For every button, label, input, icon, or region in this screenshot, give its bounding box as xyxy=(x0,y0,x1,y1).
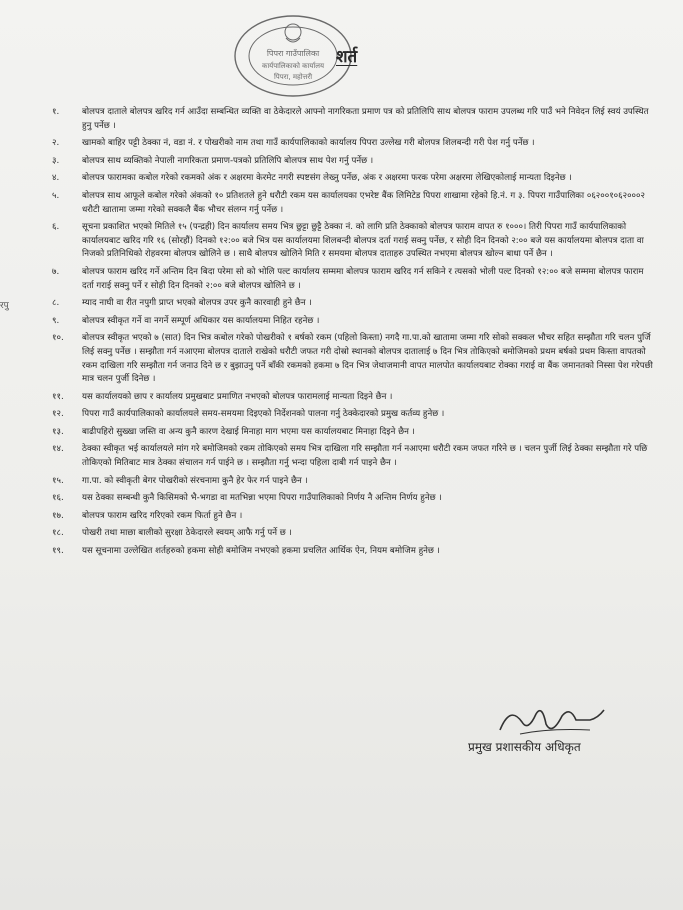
condition-text: बाढीपहिरो सुख्खा जस्ति वा अन्य कुनै कारण देखाई मिनाहा माग भएमा यस कार्यालयबाट मिनाहा दिइने छैन । xyxy=(82,426,415,437)
condition-text: म्याद नाघी वा रीत नपुगी प्राप्त भएको बोलपत्र उपर कुनै कारवाही हुने छैन । xyxy=(82,298,312,309)
condition-number: १५. xyxy=(52,475,64,486)
condition-number: ५. xyxy=(52,190,60,201)
condition-number: १७. xyxy=(52,510,64,521)
condition-text: यस ठेक्का सम्बन्धी कुनै किसिमको भै-भगडा वा मतभिन्ना भएमा पिपरा गाउँपालिकाको निर्णय नै अन्तिम निर्णय हुनेछ । xyxy=(82,493,442,504)
condition-item xyxy=(52,527,654,541)
condition-number: १९. xyxy=(52,546,64,557)
condition-text: यस सूचनामा उल्लेखित शर्तहरुको हकमा सोही बमोजिम नभएको हकमा प्रचलित आर्थिक ऐन, नियम बमोजिम हुनेछ । xyxy=(82,546,440,557)
condition-item xyxy=(52,155,654,169)
condition-item xyxy=(52,172,654,186)
condition-text: यस कार्यालयको छाप र कार्यालय प्रमुखबाट प्रमाणित नभएको बोलपत्र फारामलाई मान्यता दिइने छैन । xyxy=(82,391,393,402)
condition-text: पोखरी तथा माछा बालीको सुरक्षा ठेकेदारले स्वयम् आफै गर्नु पर्ने छ । xyxy=(82,528,292,539)
condition-number: ७. xyxy=(52,266,60,277)
condition-number: १. xyxy=(52,107,60,117)
condition-text: बोलपत्र स्वीकृत गर्ने वा नगर्ने सम्पूर्ण अधिकार यस कार्यालयमा निहित रहनेछ । xyxy=(82,315,320,326)
condition-text: गा.पा. को स्वीकृती बेगर पोखरीको संरचनामा कुनै हेर फेर गर्न पाइने छैन । xyxy=(82,475,308,486)
condition-text: पिपरा गाउँ कार्यपालिकाको कार्यालयले समय-समयमा दिइएको निर्देशनको पालना गर्नु ठेक्केदारको प्रमुख कर्तव्य हुनेछ । xyxy=(82,409,445,420)
condition-text: ठेक्का स्वीकृत भई कार्यालयले मांग गरे बमोजिमको रकम तोकिएको समय भित्र दाखिला गरि सम्झौता गर्न नआएमा धरौटी रकम जफत गरिने छ । चलन पुर्जी लिई ठेक्का सम्झौता गरे पछि तोकिएको मितिबाट मात्र ठेक्का संचालन गर्न पाईने छ । सम्झौता गर्नु भन्दा पहिला दाबी गर्न पाइने छैन । xyxy=(82,444,648,469)
condition-number: २. xyxy=(52,138,60,149)
condition-item xyxy=(52,315,654,329)
condition-number: १०. xyxy=(52,333,64,344)
condition-number: १६. xyxy=(52,493,64,504)
svg-text:कार्यपालिकाको कार्यालय: कार्यपालिकाको कार्यालय xyxy=(261,62,325,70)
condition-text: बोलपत्र दाताले बोलपत्र खरिद गर्न आउँदा सम्बन्धित व्यक्ति वा ठेकेदारले आफ्नो नागरिकता प्रमाण पत्र को प्रतिलिपि साथ बोलपत्र फाराम उपलब्ध गरि पाउँ भने निवेदन लिई स्वयं उपस्थित हुनु पर्नेछ । xyxy=(82,107,649,131)
signature-image xyxy=(480,700,630,740)
condition-number: ३. xyxy=(52,155,60,166)
condition-text: सूचना प्रकाशित भएको मितिले १५ (पन्द्रही) दिन कार्यालय समय भित्र छुट्टा छुट्टै ठेक्का नं. को लागि प्रति ठेक्काको बोलपत्र फाराम वापत रु १०००। तिरी पिपरा गाउँ कार्यपालिकाको कार्यालयबाट खरिद गरि १६ (सोरहौं) दिनको १२:०० बजे भित्र यस कार्यालयमा शिलबन्दी बोलपत्र दर्ता गराई सक्नु पर्नेछ, र सोही दिन दिनको २:०० बजे यस कार्यालयमा बोलपत्र दाता वा निजको प्रतिनिधिको रोहवरमा बोलपत्र खोलिने छ । साथै बोलपत्र खोलिने मिति र समयमा बोलपत्र दाताहरु उपस्थित नभएमा बोलपत्र खोल्न बाधा पर्ने छैन । xyxy=(82,222,644,260)
condition-item xyxy=(52,266,654,293)
condition-number: ४. xyxy=(52,173,60,184)
document-title: शर्त xyxy=(336,47,358,67)
condition-item xyxy=(52,408,654,422)
condition-text: बोलपत्र साथ आफूले कबोल गरेको अंकको १० प्रतिशतले हुने धरौटी रकम यस कार्यालयका एभरेष्ट बैंक लिमिटेड पिपरा शाखामा रहेको हि.नं. ग ३. पिपरा गाउँपालिका ०६२००१०६२०००२ धरौटी खातामा जम्मा गरेको सक्कलै बैंक भौचर संलग्न गर्नु पर्नेछ । xyxy=(82,190,645,215)
condition-item xyxy=(52,510,654,524)
condition-text: बोलपत्र फाराम खरिद गरिएको रकम फिर्ता हुने छैन । xyxy=(82,510,243,521)
condition-item xyxy=(52,426,654,440)
condition-item xyxy=(52,190,654,217)
condition-item xyxy=(52,297,654,311)
condition-number: ९. xyxy=(52,315,60,326)
conditions-list xyxy=(52,106,654,563)
condition-text: खामको बाहिर पट्टी ठेक्का नं, वडा नं. र पोखरीको नाम तथा गाउँ कार्यपालिकाको कार्यालय पिपरा उल्लेख गरी बोलपत्र शिलबन्दी गरी पेश गर्नु पर्नेछ । xyxy=(82,138,535,149)
svg-text:पिपरा गाउँपालिका: पिपरा गाउँपालिका xyxy=(266,49,320,58)
condition-number: ६. xyxy=(52,222,60,233)
condition-number: ८. xyxy=(52,298,60,309)
condition-text: बोलपत्र फाराम खरिद गर्ने अन्तिम दिन बिदा परेमा सो को भोलि पल्ट कार्यालय सम्ममा बोलपत्र फाराम खरिद गर्न सकिने र त्यसको भोली पल्ट दिनको १२:०० बजे सम्ममा बोलपत्र फाराम दर्ता गराई सक्नु पर्ने र सोही दिन दिनको २:०० बजे बोलपत्र खोलिने छ । xyxy=(82,266,644,291)
condition-number: १४. xyxy=(52,444,64,455)
condition-number: १२. xyxy=(52,409,64,420)
signatory-designation: प्रमुख प्रशासकीय अधिकृत xyxy=(468,740,581,754)
condition-item xyxy=(52,391,654,405)
condition-item xyxy=(52,332,654,386)
condition-number: १८. xyxy=(52,528,64,539)
condition-item xyxy=(52,137,654,151)
condition-item xyxy=(52,545,654,559)
condition-number: १३. xyxy=(52,426,64,437)
condition-item xyxy=(52,492,654,506)
condition-text: बोलपत्र फारामका कबोल गरेको रकमको अंक र अक्षरमा केरमेट नगरी स्पष्टसंग लेख्नु पर्नेछ, अंक र अक्षरमा फरक परेमा अक्षरमा लेखिएकोलाई मान्यता दिइनेछ । xyxy=(82,173,572,184)
condition-number: ११. xyxy=(52,391,64,402)
svg-text:पिपरा, महोत्तरी: पिपरा, महोत्तरी xyxy=(273,73,313,81)
margin-mark: रपु xyxy=(0,301,9,311)
condition-text: बोलपत्र साथ व्यक्तिको नेपाली नागरिकता प्रमाण-पत्रको प्रतिलिपि बोलपत्र साथ पेश गर्नु पर्नेछ । xyxy=(82,155,374,166)
condition-item xyxy=(52,221,654,262)
condition-item xyxy=(52,106,654,133)
condition-item xyxy=(52,443,654,470)
condition-item xyxy=(52,475,654,489)
condition-text: बोलपत्र स्वीकृत भएको ७ (सात) दिन भित्र कबोल गरेको पोखरीको १ बर्षको रकम (पहिलो किस्ता) नगदै गा.पा.को खातामा जम्मा गरि सोको सक्कल भौचर सहित सम्झौता गरि चलन पुर्जि लिई सक्नु पर्नेछ । सम्झौता गर्न नआएमा बोलपत्र दाताले राखेको धरौटी जफत गरी दोस्रो स्थानको बोलपत्र दातालाई ७ दिन भित्र तोकिएको बमोजिमको प्रथम बर्षको प्रथम किस्ता वापतको रकम दाखिला गरि सम्झौता गर्न जनाउ दिने छ र बुझाउनु पर्ने बाँकी रकमको हकमा ७ दिन भित्र जेथाजमानी वापत मालपोत कार्यालयबाट रोक्का गराई वा बैंक जमानतको निस्सा पेश गरेपछी मात्र चलन पुर्जी दिनेछ । xyxy=(82,333,653,385)
